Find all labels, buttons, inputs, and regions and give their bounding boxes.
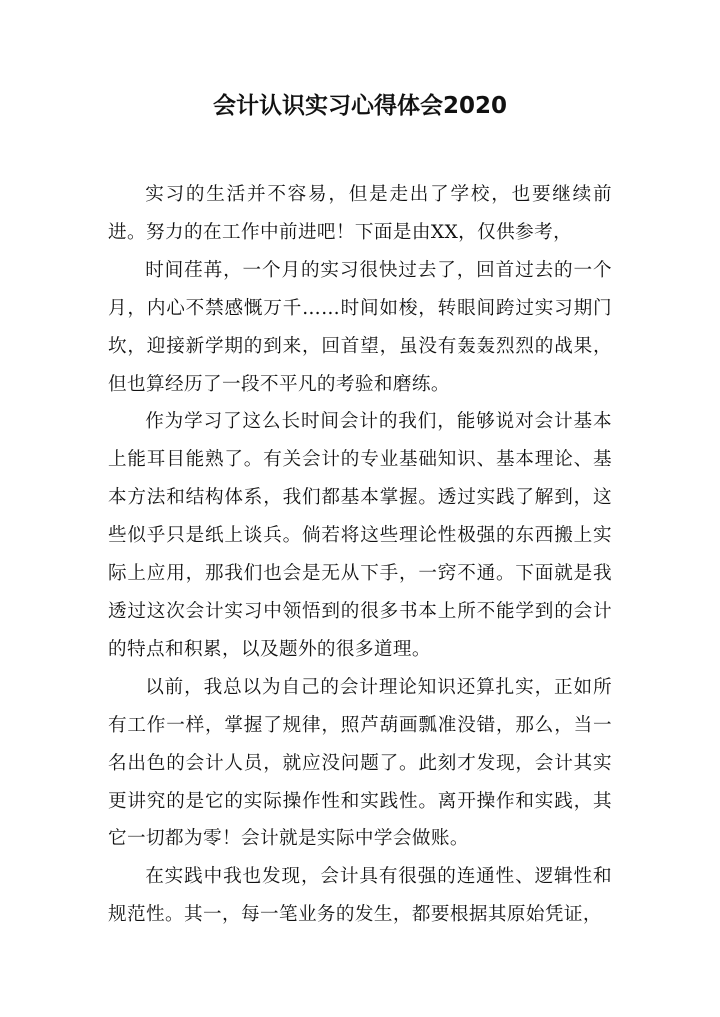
document-title: 会计认识实习心得体会2020: [212, 93, 507, 119]
document-body: [108, 176, 612, 934]
paragraph-4: 以前，我总以为自己的会计理论知识还算扎实，正如所有工作一样，掌握了规律，照芦葫画瓢准没错，那么，当一名出色的会计人员，就应没问题了。此刻才发现，会计其实更讲究的是它的实际操作性和实践性。离开操作和实践，其它一切都为零！会计就是实际中学会做账。: [108, 676, 612, 850]
paragraph-3: 作为学习了这么长时间会计的我们，能够说对会计基本上能耳目能熟了。有关会计的专业基础知识、基本理论、基本方法和结构体系，我们都基本掌握。透过实践了解到，这些似乎只是纸上谈兵。倘若将这些理论性极强的东西搬上实际上应用，那我们也会是无从下手，一窍不通。下面就是我透过这次会计实习中领悟到的很多书本上所不能学到的会计的特点和积累，以及题外的很多道理。: [108, 411, 612, 660]
paragraph-5: 在实践中我也发现，会计具有很强的连通性、逻辑性和规范性。其一，每一笔业务的发生，都要根据其原始凭证，: [108, 866, 612, 926]
paragraph-2: 时间荏苒，一个月的实习很快过去了，回首过去的一个月，内心不禁感慨万千……时间如梭，转眼间跨过实习期门坎，迎接新学期的到来，回首望，虽没有轰轰烈烈的战果，但也算经历了一段不平凡的考验和磨练。: [108, 259, 612, 395]
paragraph-1: 实习的生活并不容易，但是走出了学校，也要继续前进。努力的在工作中前进吧！下面是由XX，仅供参考，: [108, 184, 612, 243]
